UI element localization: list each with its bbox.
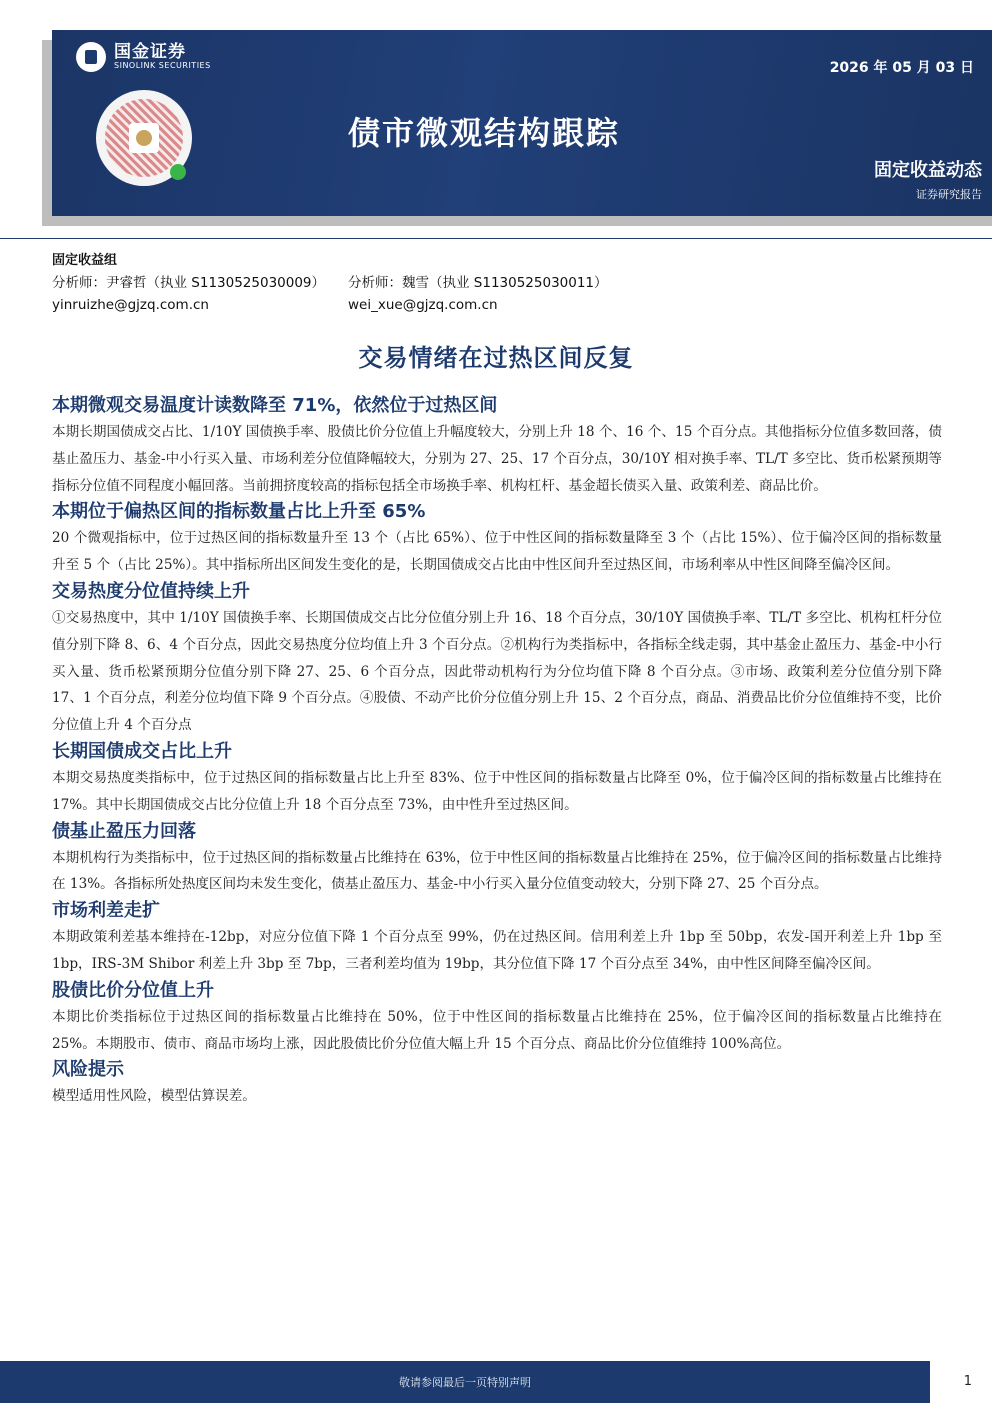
section-title: 本期微观交易温度计读数降至 71%，依然位于过热区间 [52, 395, 498, 416]
company-logo [76, 42, 211, 72]
logo-icon [76, 42, 106, 72]
section-text: 本期比价类指标位于过热区间的指标数量占比维持在 50%，位于中性区间的指标数量占比维持在 25%，位于偏冷区间的指标数量占比维持在 25%。本期股市、债市、商品市场均上涨，因此股债比价分位值大幅上升 15 个百分点、商品比价分位值维持 100%高位。 [52, 1008, 942, 1052]
report-date: 2026 年 05 月 03 日 [829, 60, 974, 76]
section-text: 20 个微观指标中，位于过热区间的指标数量升至 13 个（占比 65%）、位于中性区间的指标数量降至 3 个（占比 15%）、位于偏冷区间的指标数量升至 5 个（占比 25%）。其中指标所出区间发生变化的是，长期国债成交占比由中性区间升至过热区间，市场利率从中性区间降至偏冷区间。 [52, 530, 942, 574]
report-subtype: 证券研究报告 [916, 188, 982, 201]
qr-code-icon [96, 90, 192, 186]
qr-center-logo-icon [129, 123, 159, 153]
header-divider [0, 238, 992, 239]
section-5 [52, 819, 942, 899]
section-text: 本期机构行为类指标中，位于过热区间的指标数量占比维持在 63%，位于中性区间的指标数量占比维持在 25%，位于偏冷区间的指标数量占比维持在 13%。各指标所处热度区间均未发生变化，债基止盈压力、基金-中小行买入量分位值变动较大，分别下降 27、25 个百分点。 [52, 849, 942, 893]
wechat-icon [170, 164, 186, 180]
section-8 [52, 1057, 942, 1110]
section-1 [52, 393, 942, 499]
section-title: 风险提示 [52, 1059, 124, 1081]
section-2 [52, 499, 942, 579]
analyst-2-email[interactable]: wei_xue@gjzq.com.cn [348, 297, 498, 313]
analyst-lines [52, 272, 644, 294]
report-type: 固定收益动态 [874, 160, 982, 181]
report-headline: 交易情绪在过热区间反复 [358, 344, 634, 372]
section-7 [52, 978, 942, 1058]
analyst-1-email[interactable]: yinruizhe@gjzq.com.cn [52, 297, 209, 313]
research-group: 固定收益组 [52, 253, 118, 268]
section-text: 本期政策利差基本维持在-12bp，对应分位值下降 1 个百分点至 99%，仍在过热区间。信用利差上升 1bp 至 50bp，农发-国开利差上升 1bp 至 1bp，IRS-3M Shibor 利差上升 3bp 至 7bp，三者利差均值为 19bp，其分位值下降 17 个百分点至 34%，由中性区间降至偏冷区间。 [52, 929, 942, 972]
section-title: 股债比价分位值上升 [52, 979, 214, 1001]
section-3 [52, 579, 942, 739]
page-number: 1 [963, 1374, 972, 1389]
section-title: 市场利差走扩 [52, 900, 160, 922]
section-title: 本期位于偏热区间的指标数量占比上升至 65% [52, 501, 426, 523]
section-text: ①交易热度中，其中 1/10Y 国债换手率、长期国债成交占比分位值分别上升 16、18 个百分点，30/10Y 国债换手率、TL/T 多空比、机构杠杆分位值分别下降 8、6、4 个百分点，因此交易热度分位均值上升 3 个百分点。②机构行为类指标中，各指标全线走弱，其中基金止盈压力、基金-中小行买入量、货币松紧预期分位值分别下降 27、25、6 个百分点，因此带动机构行为分位均值下降 8 个百分点。③市场、政策利差分位值分别下降 17、1 个百分点，利差分位均值下降 9 个百分点。④股债、不动产比价分位值分别上升 15、2 个百分点，商品、消费品比价分位值维持不变，比价分位值上升 4 个百分点 [52, 609, 942, 734]
section-text: 本期长期国债成交占比、1/10Y 国债换手率、股债比价分位值上升幅度较大，分别上升 18 个、16 个、15 个百分点。其他指标分位值多数回落，债基止盈压力、基金-中小行买入量、市场利差分位值降幅较大，分别为 27、25、17 个百分点，30/10Y 相对换手率、TL/T 多空比、货币松紧预期等指标分位值不同程度小幅回落。当前拥挤度较高的指标包括全市场换手率、机构杠杆、基金超长债买入量、政策利差、商品比价。 [52, 424, 942, 494]
analyst-2: 分析师：魏雪（执业 S1130525030011） [348, 275, 608, 291]
section-title: 长期国债成交占比上升 [52, 740, 232, 762]
section-text: 模型适用性风险，模型估算误差。 [52, 1088, 256, 1105]
logo-text [114, 43, 211, 71]
section-text: 本期交易热度类指标中，位于过热区间的指标数量占比上升至 83%、位于中性区间的指标数量占比降至 0%，位于偏冷区间的指标数量占比维持在 17%。其中长期国债成交占比分位值上升 18 个百分点至 73%，由中性升至过热区间。 [52, 769, 942, 813]
logo-name-en: SINOLINK SECURITIES [114, 61, 211, 70]
section-title: 交易热度分位值持续上升 [52, 580, 250, 602]
report-series-title: 债市微观结构跟踪 [348, 114, 621, 152]
logo-name-cn: 国金证券 [114, 42, 186, 62]
report-body [52, 393, 942, 1110]
section-4 [52, 739, 942, 819]
header-banner [52, 30, 992, 216]
section-6 [52, 898, 942, 978]
analyst-block [52, 250, 644, 316]
analyst-emails [52, 294, 644, 316]
section-title: 债基止盈压力回落 [52, 820, 196, 842]
qr-pattern [105, 99, 183, 177]
analyst-1: 分析师：尹睿哲（执业 S1130525030009） [52, 275, 326, 291]
disclaimer-note: 敬请参阅最后一页特别声明 [399, 1376, 531, 1389]
